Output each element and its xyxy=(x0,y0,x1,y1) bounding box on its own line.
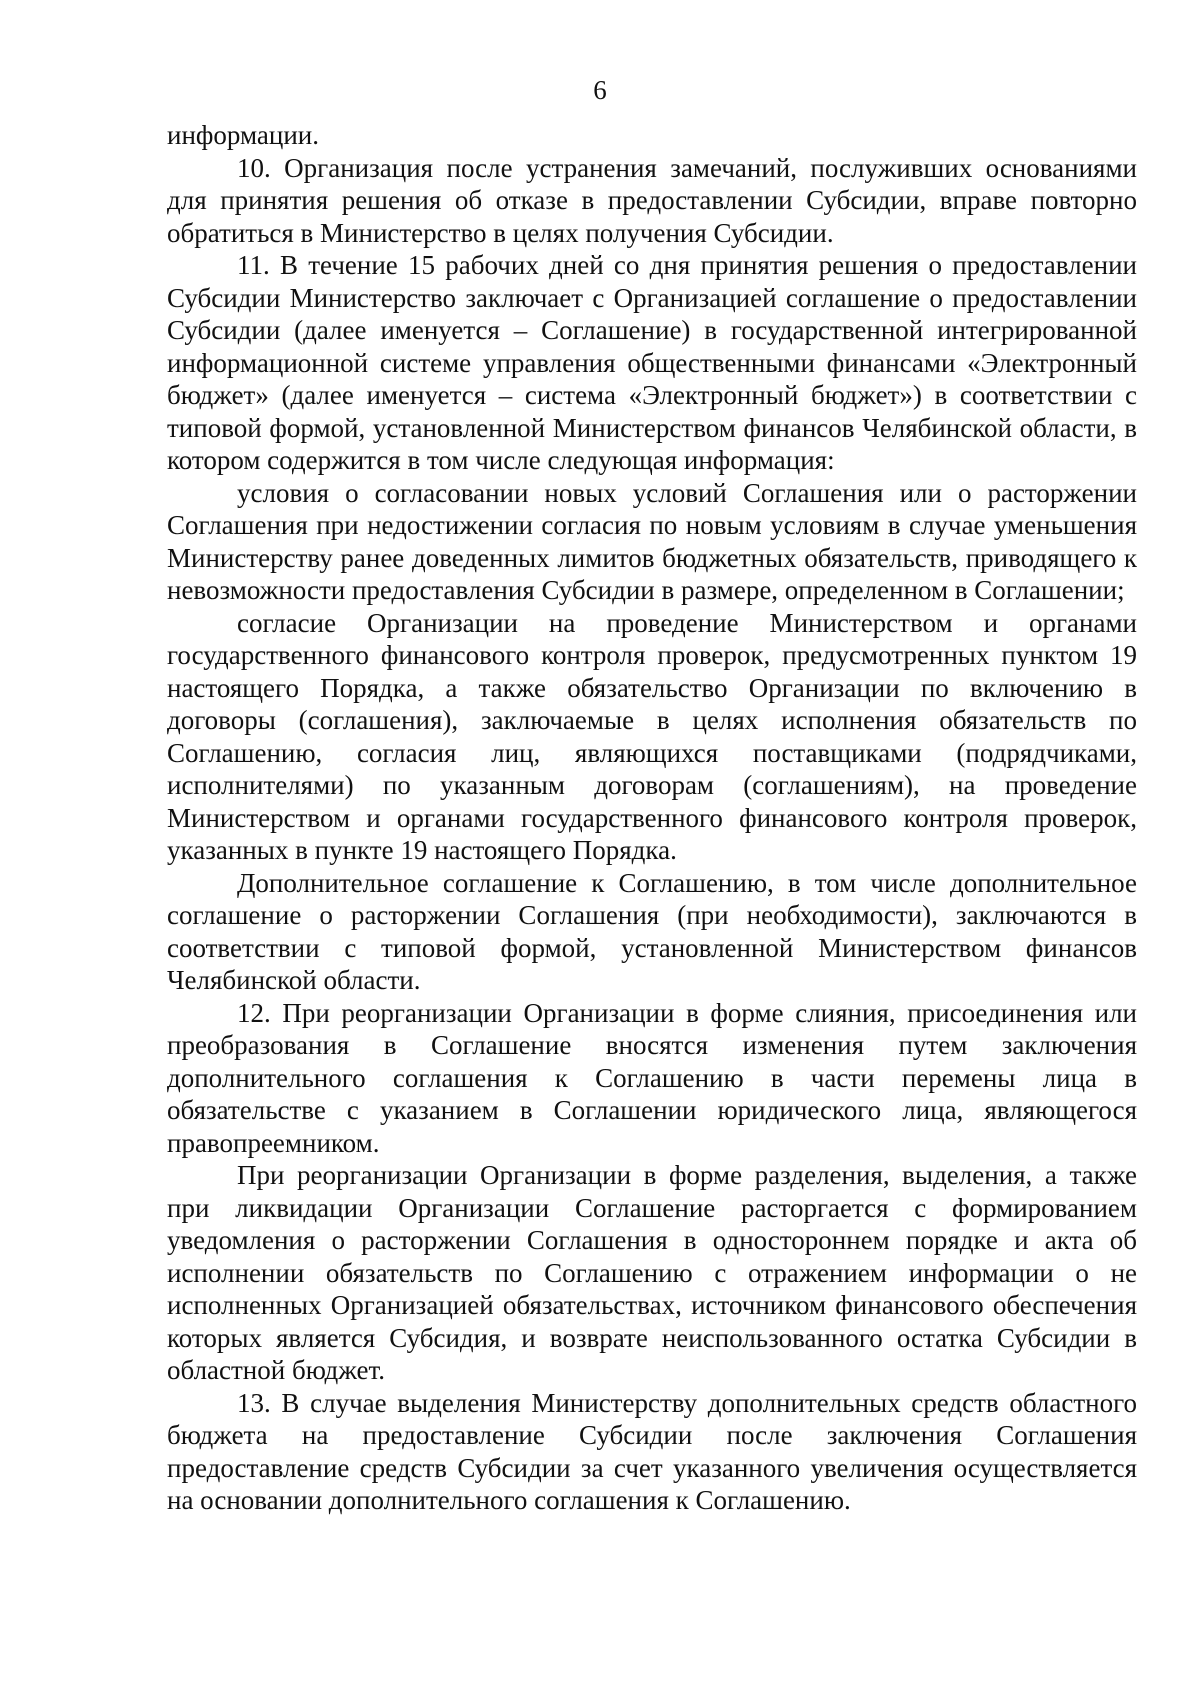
paragraph-item-10: 10. Организация после устранения замечаний, послуживших основаниями для принятия решения об отказе в предоставлении Субсидии, вправе повторно обратиться в Министерство в целях получения Субсидии. xyxy=(167,152,1137,248)
paragraph-item-12: 12. При реорганизации Организации в форме слияния, присоединения или преобразования в Соглашение вносятся изменения путем заключения дополнительного соглашения к Соглашению в части перемены лица в обязательстве с указанием в Соглашении юридического лица, являющегося правопреемником. xyxy=(167,997,1137,1158)
paragraph-item-13: 13. В случае выделения Министерству дополнительных средств областного бюджета на предоставление Субсидии после заключения Соглашения предоставление средств Субсидии за счет указанного увеличения осуществляется на основании дополнительного соглашения к Соглашению. xyxy=(167,1387,1137,1515)
page-number: 6 xyxy=(593,75,607,105)
paragraph-agreement-conditions: условия о согласовании новых условий Соглашения или о расторжении Соглашения при недостижении согласия по новым условиям в случае уменьшения Министерству ранее доведенных лимитов бюджетных обязательств, приводящего к невозможности предоставления Субсидии в размере, определенном в Соглашении; xyxy=(167,477,1137,605)
document-body xyxy=(167,119,1137,1517)
paragraph-organization-consent: согласие Организации на проведение Министерством и органами государственного финансового контроля проверок, предусмотренных пунктом 19 настоящего Порядка, а также обязательство Организации по включению в договоры (соглашения), заключаемые в целях исполнения обязательств по Соглашению, согласия лиц, являющихся поставщиками (подрядчиками, исполнителями) по указанным договорам (соглашениям), на проведение Министерством и органами государственного финансового контроля проверок, указанных в пункте 19 настоящего Порядка. xyxy=(167,607,1137,865)
paragraph-reorganization-division: При реорганизации Организации в форме разделения, выделения, а также при ликвидации Организации Соглашение расторгается с формированием уведомления о расторжении Соглашения в одностороннем порядке и акта об исполнении обязательств по Соглашению с отражением информации о не исполненных Организацией обязательствах, источником финансового обеспечения которых является Субсидия, и возврате неиспользованного остатка Субсидии в областной бюджет. xyxy=(167,1160,1137,1385)
paragraph-item-11: 11. В течение 15 рабочих дней со дня принятия решения о предоставлении Субсидии Министерство заключает с Организацией соглашение о предоставлении Субсидии (далее именуется – Соглашение) в государственной интегрированной информационной системе управления общественными финансами «Электронный бюджет» (далее именуется – система «Электронный бюджет») в соответствии с типовой формой, установленной Министерством финансов Челябинской области, в котором содержится в том числе следующая информация: xyxy=(167,250,1137,475)
paragraph-continuation: информации. xyxy=(167,120,319,150)
paragraph-additional-agreement: Дополнительное соглашение к Соглашению, в том числе дополнительное соглашение о расторжении Соглашения (при необходимости), заключаются в соответствии с типовой формой, установленной Министерством финансов Челябинской области. xyxy=(167,867,1137,995)
